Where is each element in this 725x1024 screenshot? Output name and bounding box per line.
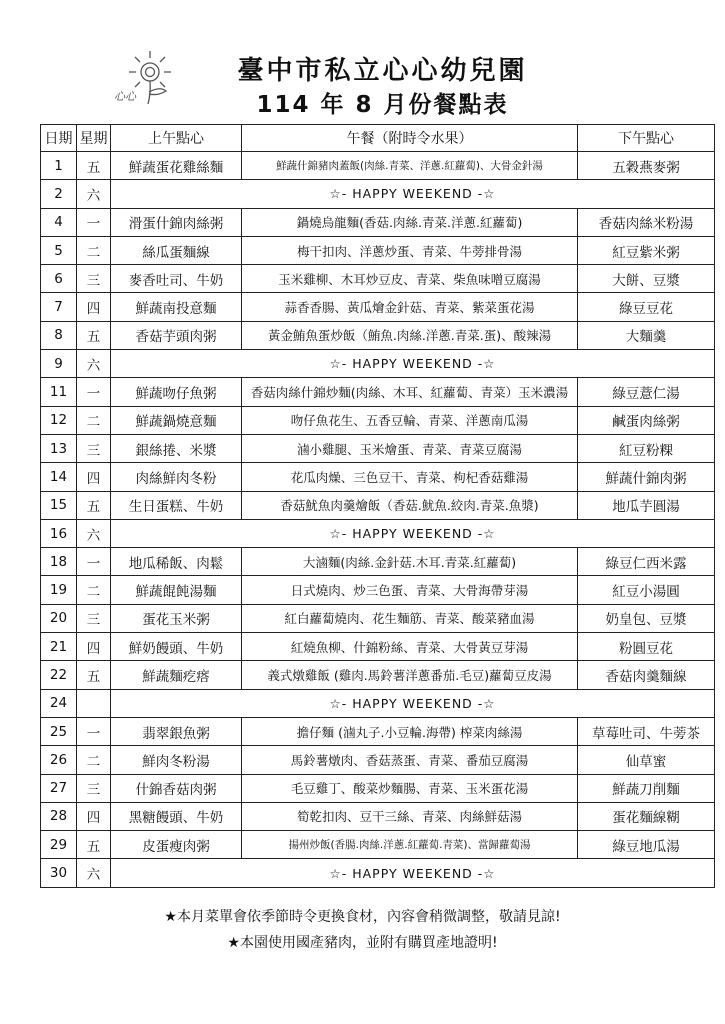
morning-snack-cell: 鮮蔬鍋燒意麵 bbox=[111, 406, 242, 434]
date-cell: 27 bbox=[41, 774, 77, 802]
day-cell: 六 bbox=[77, 350, 111, 378]
afternoon-snack-cell: 香菇肉絲米粉湯 bbox=[578, 208, 715, 236]
morning-snack-cell: 鮮奶饅頭、牛奶 bbox=[111, 633, 242, 661]
afternoon-snack-cell: 紅豆粉粿 bbox=[578, 434, 715, 462]
morning-snack-cell: 鮮蔬南投意麵 bbox=[111, 293, 242, 321]
afternoon-snack-cell: 鮮蔬什錦肉粥 bbox=[578, 463, 715, 491]
date-cell: 12 bbox=[41, 406, 77, 434]
afternoon-snack-cell: 綠豆薏仁湯 bbox=[578, 378, 715, 406]
day-cell: 三 bbox=[77, 604, 111, 632]
afternoon-snack-cell: 鹹蛋肉絲粥 bbox=[578, 406, 715, 434]
table-row bbox=[41, 152, 715, 180]
morning-snack-cell: 鮮蔬蛋花雞絲麵 bbox=[111, 152, 242, 180]
date-cell: 29 bbox=[41, 831, 77, 859]
table-row bbox=[41, 746, 715, 774]
weekend-row bbox=[41, 519, 715, 547]
date-cell: 11 bbox=[41, 378, 77, 406]
morning-snack-cell: 肉絲鮮肉冬粉 bbox=[111, 463, 242, 491]
table-row bbox=[41, 661, 715, 689]
weekend-cell: ☆- HAPPY WEEKEND -☆ bbox=[111, 350, 715, 378]
afternoon-snack-cell: 地瓜芋圓湯 bbox=[578, 491, 715, 519]
afternoon-snack-cell: 蛋花麵線糊 bbox=[578, 802, 715, 830]
day-cell: 三 bbox=[77, 265, 111, 293]
notes bbox=[0, 904, 725, 956]
morning-snack-cell: 皮蛋瘦肉粥 bbox=[111, 831, 242, 859]
lunch-cell: 揚州炒飯(香腸.肉絲.洋蔥.紅蘿蔔.青菜)、當歸蘿蔔湯 bbox=[242, 831, 578, 859]
lunch-cell: 花瓜肉燥、三色豆干、青菜、枸杞香菇雞湯 bbox=[242, 463, 578, 491]
note-item: ★本月菜單會依季節時令更換食材，內容會稍微調整，敬請見諒! bbox=[164, 909, 561, 925]
lunch-cell: 義式燉雞飯 (雞肉.馬鈴薯洋蔥番茄.毛豆)蘿蔔豆皮湯 bbox=[242, 661, 578, 689]
lunch-cell: 日式燒肉、炒三色蛋、青菜、大骨海帶芽湯 bbox=[242, 576, 578, 604]
afternoon-snack-cell: 紅豆紫米粥 bbox=[578, 236, 715, 264]
day-cell: 六 bbox=[77, 519, 111, 547]
weekend-row bbox=[41, 180, 715, 208]
column-header-day: 星期 bbox=[77, 125, 111, 152]
meal-table bbox=[40, 124, 715, 888]
lunch-cell: 毛豆雞丁、酸菜炒麵腸、青菜、玉米蛋花湯 bbox=[242, 774, 578, 802]
table-row bbox=[41, 491, 715, 519]
table-row bbox=[41, 208, 715, 236]
afternoon-snack-cell: 奶皇包、豆漿 bbox=[578, 604, 715, 632]
note-item: ★本園使用國產豬肉，並附有購買產地證明! bbox=[227, 935, 498, 951]
date-cell: 19 bbox=[41, 576, 77, 604]
afternoon-snack-cell: 綠豆豆花 bbox=[578, 293, 715, 321]
day-cell: 五 bbox=[77, 831, 111, 859]
afternoon-snack-cell: 綠豆仁西米露 bbox=[578, 548, 715, 576]
date-cell: 20 bbox=[41, 604, 77, 632]
day-cell: 二 bbox=[77, 236, 111, 264]
morning-snack-cell: 鮮肉冬粉湯 bbox=[111, 746, 242, 774]
day-cell bbox=[77, 689, 111, 717]
date-cell: 14 bbox=[41, 463, 77, 491]
table-row bbox=[41, 717, 715, 745]
day-cell: 四 bbox=[77, 633, 111, 661]
morning-snack-cell: 鮮蔬麵疙瘩 bbox=[111, 661, 242, 689]
day-cell: 二 bbox=[77, 406, 111, 434]
lunch-cell: 梅干扣肉、洋蔥炒蛋、青菜、牛蒡排骨湯 bbox=[242, 236, 578, 264]
afternoon-snack-cell: 草莓吐司、牛蒡茶 bbox=[578, 717, 715, 745]
afternoon-snack-cell: 粉圓豆花 bbox=[578, 633, 715, 661]
date-cell: 13 bbox=[41, 434, 77, 462]
day-cell: 一 bbox=[77, 548, 111, 576]
weekend-row bbox=[41, 689, 715, 717]
weekend-row bbox=[41, 350, 715, 378]
date-cell: 30 bbox=[41, 859, 77, 887]
weekend-cell: ☆- HAPPY WEEKEND -☆ bbox=[111, 689, 715, 717]
lunch-cell: 紅燒魚柳、什錦粉絲、青菜、大骨黃豆芽湯 bbox=[242, 633, 578, 661]
day-cell: 五 bbox=[77, 661, 111, 689]
column-header-morning-snack: 上午點心 bbox=[111, 125, 242, 152]
afternoon-snack-cell: 香菇肉羹麵線 bbox=[578, 661, 715, 689]
lunch-cell: 香菇肉絲什錦炒麵(肉絲、木耳、紅蘿蔔、青菜）玉米濃湯 bbox=[242, 378, 578, 406]
lunch-cell: 黃金鮪魚蛋炒飯（鮪魚.肉絲.洋蔥.青菜.蛋)、酸辣湯 bbox=[242, 321, 578, 349]
morning-snack-cell: 香菇芋頭肉粥 bbox=[111, 321, 242, 349]
day-cell: 二 bbox=[77, 576, 111, 604]
date-cell: 22 bbox=[41, 661, 77, 689]
day-cell: 三 bbox=[77, 434, 111, 462]
date-cell: 16 bbox=[41, 519, 77, 547]
day-cell: 一 bbox=[77, 717, 111, 745]
day-cell: 四 bbox=[77, 802, 111, 830]
date-cell: 2 bbox=[41, 180, 77, 208]
weekend-cell: ☆- HAPPY WEEKEND -☆ bbox=[111, 180, 715, 208]
date-cell: 15 bbox=[41, 491, 77, 519]
lunch-cell: 筍乾扣肉、豆干三絲、青菜、肉絲鮮菇湯 bbox=[242, 802, 578, 830]
table-row bbox=[41, 236, 715, 264]
date-cell: 9 bbox=[41, 350, 77, 378]
afternoon-snack-cell: 大餅、豆漿 bbox=[578, 265, 715, 293]
date-cell: 28 bbox=[41, 802, 77, 830]
table-row bbox=[41, 293, 715, 321]
table-row bbox=[41, 576, 715, 604]
afternoon-snack-cell: 綠豆地瓜湯 bbox=[578, 831, 715, 859]
column-header-date: 日期 bbox=[41, 125, 77, 152]
morning-snack-cell: 蛋花玉米粥 bbox=[111, 604, 242, 632]
morning-snack-cell: 銀絲捲、米漿 bbox=[111, 434, 242, 462]
lunch-cell: 大滷麵(肉絲.金針菇.木耳.青菜.紅蘿蔔) bbox=[242, 548, 578, 576]
table-row bbox=[41, 633, 715, 661]
morning-snack-cell: 黑糖饅頭、牛奶 bbox=[111, 802, 242, 830]
date-cell: 1 bbox=[41, 152, 77, 180]
afternoon-snack-cell: 仙草蜜 bbox=[578, 746, 715, 774]
table-row bbox=[41, 831, 715, 859]
table-row bbox=[41, 802, 715, 830]
lunch-cell: 香菇魷魚肉羹燴飯（香菇.魷魚.絞肉.青菜.魚漿) bbox=[242, 491, 578, 519]
weekend-row bbox=[41, 859, 715, 887]
meal-table-body bbox=[41, 152, 715, 888]
day-cell: 五 bbox=[77, 321, 111, 349]
day-cell: 一 bbox=[77, 378, 111, 406]
day-cell: 四 bbox=[77, 293, 111, 321]
day-cell: 二 bbox=[77, 746, 111, 774]
table-row bbox=[41, 406, 715, 434]
day-cell: 四 bbox=[77, 463, 111, 491]
lunch-cell: 吻仔魚花生、五香豆輪、青菜、洋蔥南瓜湯 bbox=[242, 406, 578, 434]
table-row bbox=[41, 434, 715, 462]
afternoon-snack-cell: 鮮蔬刀削麵 bbox=[578, 774, 715, 802]
day-cell: 五 bbox=[77, 152, 111, 180]
weekend-cell: ☆- HAPPY WEEKEND -☆ bbox=[111, 859, 715, 887]
lunch-cell: 玉米雞柳、木耳炒豆皮、青菜、柴魚味噌豆腐湯 bbox=[242, 265, 578, 293]
column-header-lunch: 午餐（附時令水果） bbox=[242, 125, 578, 152]
table-row bbox=[41, 548, 715, 576]
date-cell: 18 bbox=[41, 548, 77, 576]
day-cell: 一 bbox=[77, 208, 111, 236]
date-cell: 21 bbox=[41, 633, 77, 661]
lunch-cell: 馬鈴薯燉肉、香菇蒸蛋、青菜、番茄豆腐湯 bbox=[242, 746, 578, 774]
lunch-cell: 鮮蔬什錦豬肉蓋飯(肉絲.青菜、洋蔥.紅蘿蔔)、大骨金針湯 bbox=[242, 152, 578, 180]
date-cell: 6 bbox=[41, 265, 77, 293]
afternoon-snack-cell: 大麵羹 bbox=[578, 321, 715, 349]
morning-snack-cell: 翡翠銀魚粥 bbox=[111, 717, 242, 745]
page-title: 臺中市私立心心幼兒園 bbox=[237, 56, 528, 86]
date-cell: 7 bbox=[41, 293, 77, 321]
column-header-afternoon-snack: 下午點心 bbox=[578, 125, 715, 152]
morning-snack-cell: 鮮蔬餛飩湯麵 bbox=[111, 576, 242, 604]
afternoon-snack-cell: 紅豆小湯圓 bbox=[578, 576, 715, 604]
morning-snack-cell: 生日蛋糕、牛奶 bbox=[111, 491, 242, 519]
lunch-cell: 蒜香香腸、黃瓜燴金針菇、青菜、紫菜蛋花湯 bbox=[242, 293, 578, 321]
lunch-cell: 擔仔麵 (滷丸子.小豆輪.海帶) 榨菜肉絲湯 bbox=[242, 717, 578, 745]
morning-snack-cell: 麥香吐司、牛奶 bbox=[111, 265, 242, 293]
page-subtitle: 114 年 8 月份餐點表 bbox=[256, 92, 509, 118]
morning-snack-cell: 地瓜稀飯、肉鬆 bbox=[111, 548, 242, 576]
table-row bbox=[41, 378, 715, 406]
table-row bbox=[41, 463, 715, 491]
date-cell: 24 bbox=[41, 689, 77, 717]
table-row bbox=[41, 604, 715, 632]
table-row bbox=[41, 321, 715, 349]
morning-snack-cell: 絲瓜蛋麵線 bbox=[111, 236, 242, 264]
lunch-cell: 鍋燒烏龍麵(香菇.肉絲.青菜.洋蔥.紅蘿蔔) bbox=[242, 208, 578, 236]
table-row bbox=[41, 265, 715, 293]
morning-snack-cell: 什錦香菇肉粥 bbox=[111, 774, 242, 802]
day-cell: 六 bbox=[77, 859, 111, 887]
date-cell: 26 bbox=[41, 746, 77, 774]
morning-snack-cell: 滑蛋什錦肉絲粥 bbox=[111, 208, 242, 236]
day-cell: 三 bbox=[77, 774, 111, 802]
table-row bbox=[41, 774, 715, 802]
date-cell: 4 bbox=[41, 208, 77, 236]
afternoon-snack-cell: 五穀燕麥粥 bbox=[578, 152, 715, 180]
morning-snack-cell: 鮮蔬吻仔魚粥 bbox=[111, 378, 242, 406]
table-header-row bbox=[41, 125, 715, 152]
date-cell: 25 bbox=[41, 717, 77, 745]
date-cell: 8 bbox=[41, 321, 77, 349]
day-cell: 五 bbox=[77, 491, 111, 519]
logo-text: 心心 bbox=[114, 90, 136, 103]
lunch-cell: 滷小雞腿、玉米燴蛋、青菜、青菜豆腐湯 bbox=[242, 434, 578, 462]
day-cell: 六 bbox=[77, 180, 111, 208]
weekend-cell: ☆- HAPPY WEEKEND -☆ bbox=[111, 519, 715, 547]
lunch-cell: 紅白蘿蔔燒肉、花生麵筋、青菜、酸菜豬血湯 bbox=[242, 604, 578, 632]
date-cell: 5 bbox=[41, 236, 77, 264]
